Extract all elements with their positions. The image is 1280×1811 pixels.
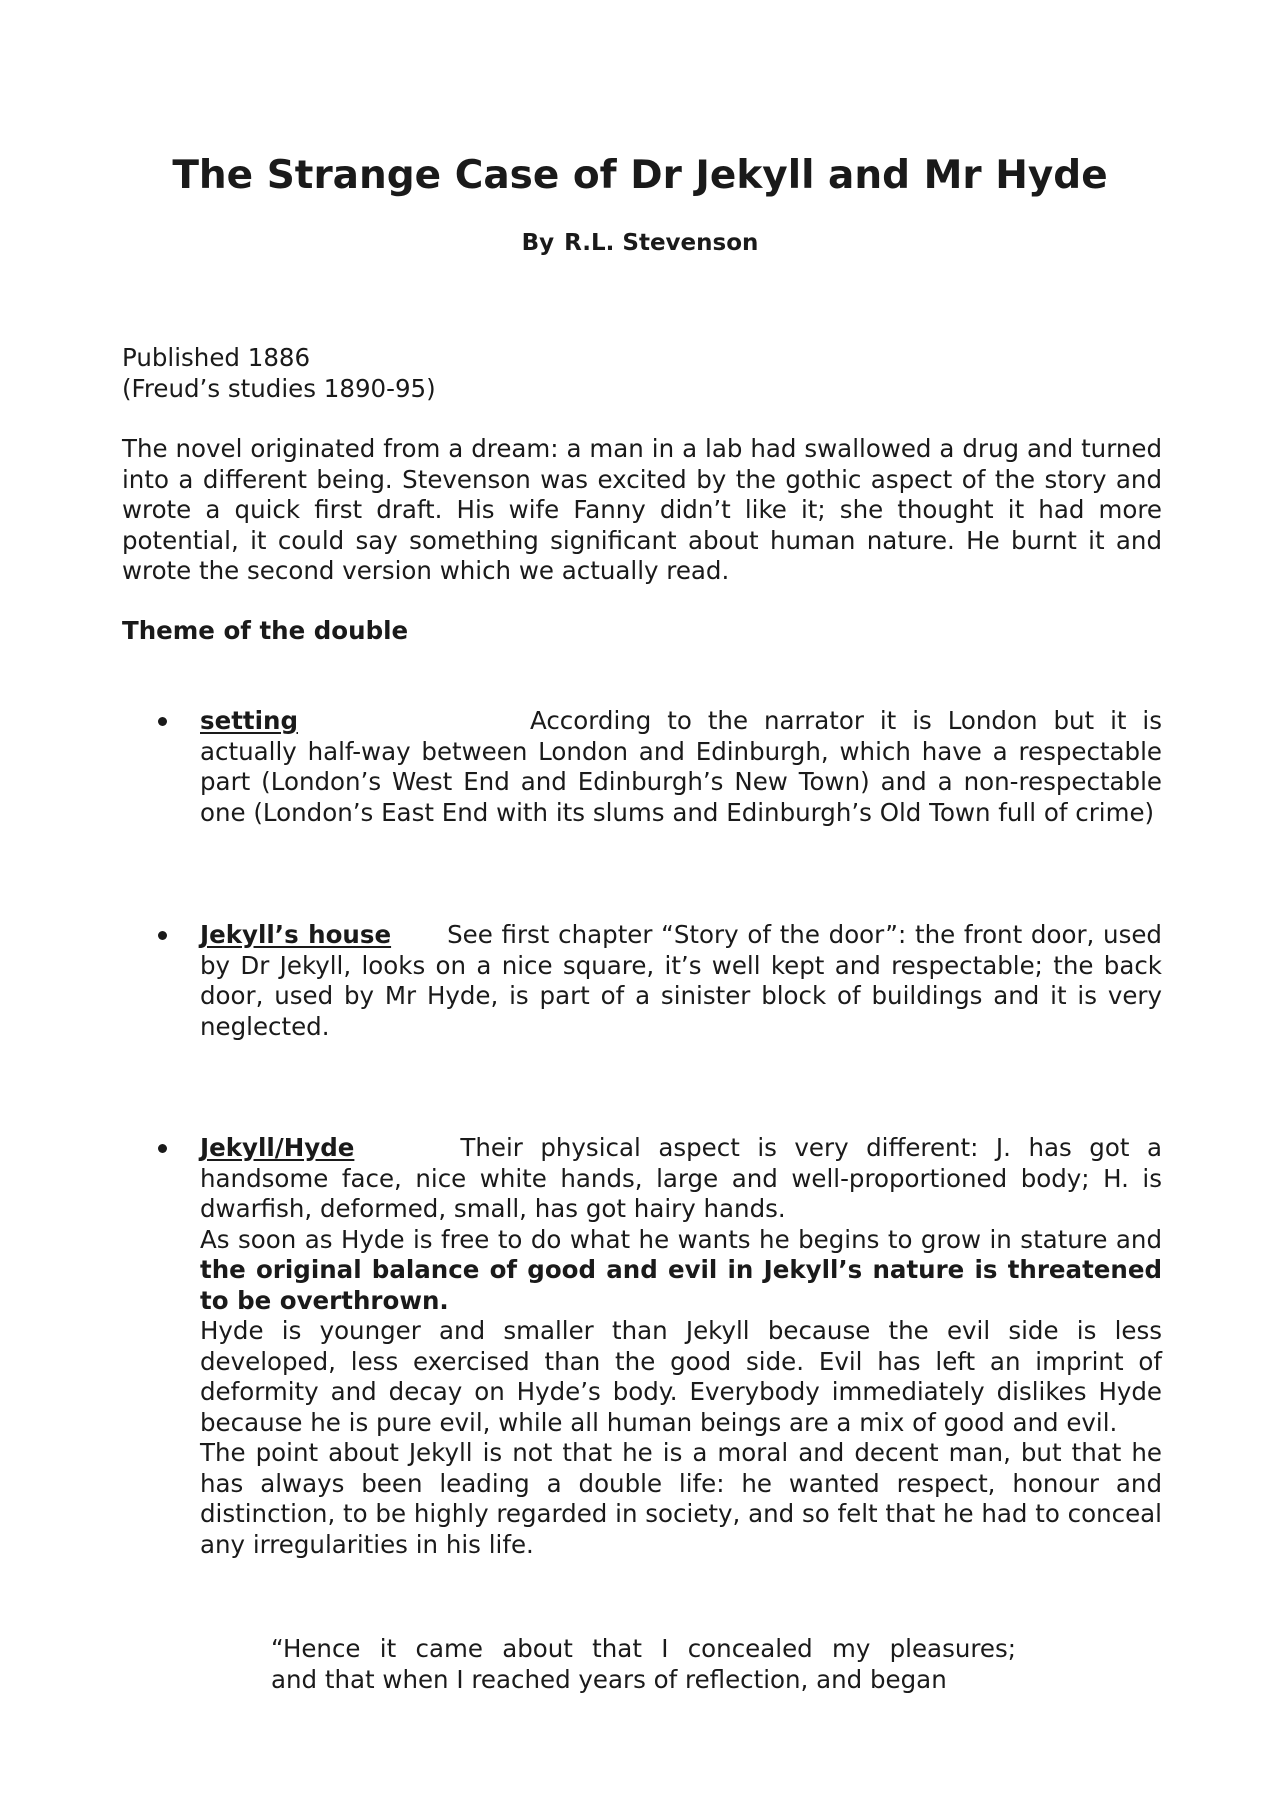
bullet-dot [158,1144,167,1153]
hyde-growth-text: As soon as Hyde is free to do what he wants he begins to grow in stature and [200,1224,1162,1254]
quote-line: and that when I reached years of reflection, and began [271,1664,947,1694]
published-year: Published 1886 [122,343,311,372]
hyde-younger-paragraph: Hyde is younger and smaller than Jekyll because the evil side is less developed, less exercised than the good side. Evil has left an imprint of deformity and decay on Hyde’s body. Everybody immediately dislikes Hyde because he is pure evil, while all human beings are a mix of good and evil. [200,1316,1162,1437]
byline-author: R.L. Stevenson [564,230,759,256]
bullet-dot [158,931,167,940]
quote-line: “Hence it came about that I concealed my pleasures; [271,1634,1016,1663]
bullet-content [200,706,1162,828]
byline [0,228,1280,258]
bullet-content [200,920,1162,1042]
jekyll-double-life-paragraph: The point about Jekyll is not that he is a moral and decent man, but that he has always been leading a double life: he wanted respect, honour and distinction, to be highly regarded in society, and so felt that he had to conceal any irregularities in his life. [200,1438,1162,1559]
bullet-term: setting [200,706,298,735]
byline-prefix: By [521,230,555,256]
publication-info [122,343,1162,404]
bullet-text: According to the narrator it is London but it is actually half-way between London and Edinburgh, which have a respectable part (London’s West End and Edinburgh’s New Town) and a non-respectable one (London’s East End with its slums and Edinburgh’s Old Town full of crime) [200,706,1162,827]
bullet-text: Their physical aspect is very different: J. has got a handsome face, nice white hands, large and well-proportioned body; H. is dwarfish, deformed, small, has got hairy hands. [200,1133,1162,1223]
document-title: The Strange Case of Dr Jekyll and Mr Hyde [172,153,1108,198]
bullet-content [200,1133,1162,1560]
bullet-term: Jekyll/Hyde [200,1133,355,1162]
bullet-term: Jekyll’s house [200,920,392,949]
hyde-growth-bold: the original balance of good and evil in Jekyll’s nature is threatened to be overthrown. [200,1255,1162,1315]
section-heading: Theme of the double [122,616,409,645]
freud-note: (Freud’s studies 1890-95) [122,373,436,403]
hyde-growth-paragraph [200,1225,1162,1317]
intro-paragraph: The novel originated from a dream: a man in a lab had swallowed a drug and turned into a different being. Stevenson was excited by the gothic aspect of the story and wrote a quick first draft. His wife Fanny didn’t like it; she thought it had more potential, it could say something significant about human nature. He burnt it and wrote the second version which we actually read. [122,434,1162,585]
block-quote [271,1634,1016,1695]
bullet-text: See first chapter “Story of the door”: the front door, used by Dr Jekyll, looks on a nice square, it’s well kept and respectable; the back door, used by Mr Hyde, is part of a sinister block of buildings and it is very neglected. [200,920,1162,1041]
bullet-dot [158,717,167,726]
